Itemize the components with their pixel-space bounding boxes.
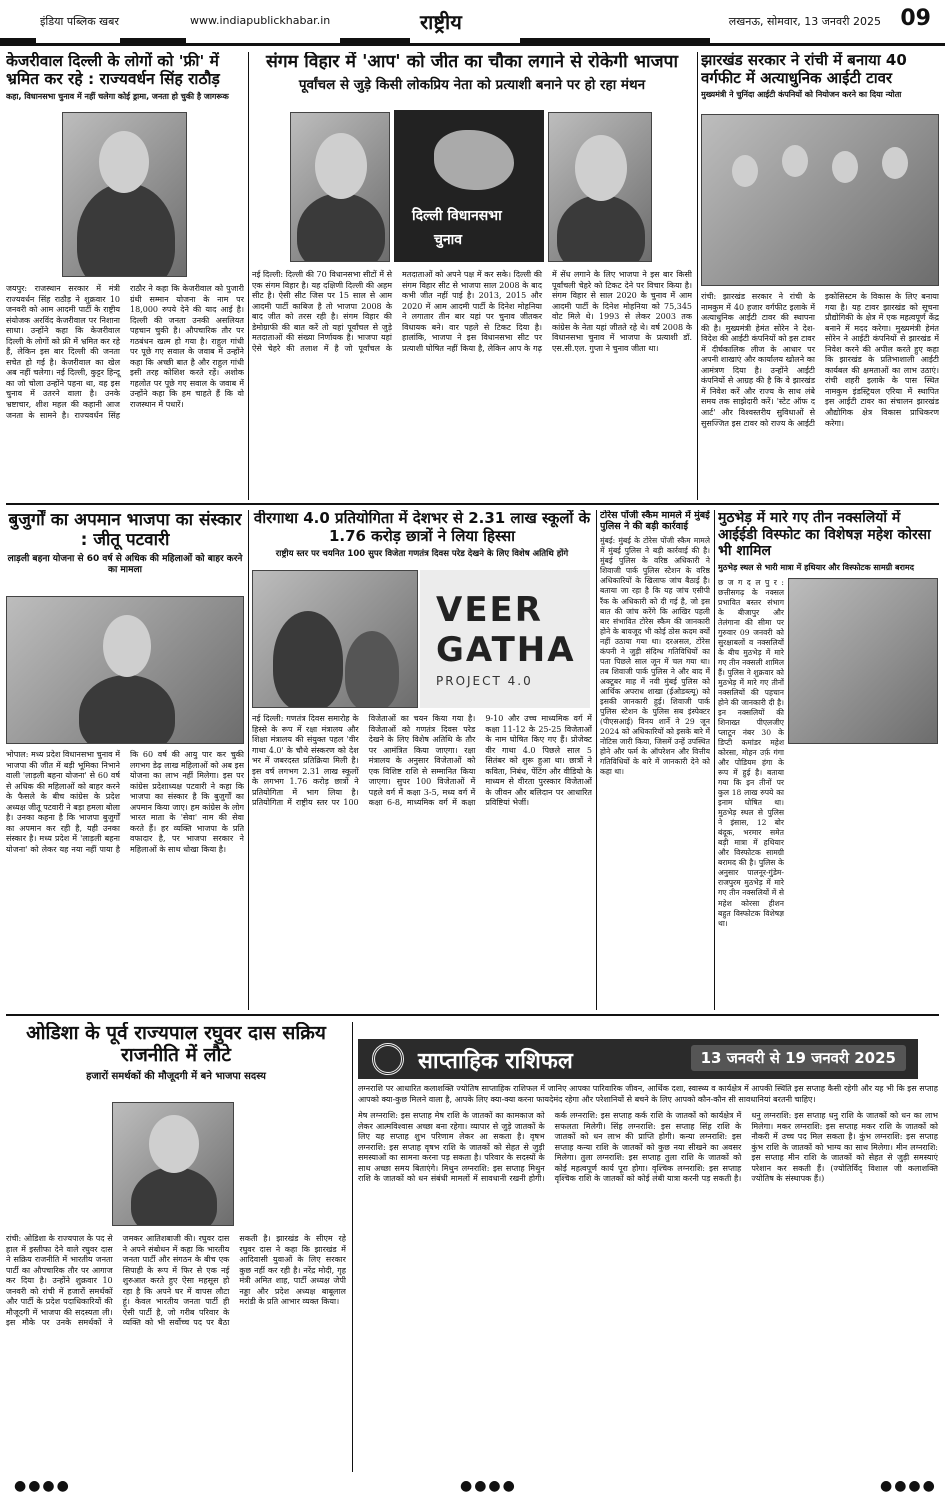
paper-url: www.indiapublickhabar.in	[190, 14, 331, 27]
story-patwari-body: भोपाल: मध्य प्रदेश विधानसभा चुनाव में भाजपा की जीत में बड़ी भूमिका निभाने वाली 'लाड़ली बहना योजना' से 60 वर्ष से अधिक की महिलाओं को बाहर करने के फैसले के बीच कांग्रेस के प्रदेश अध्यक्ष जीतू पटवारी ने बड़ा हमला बोला है। उनका कहना है कि भाजपा बुजुर्गों का अपमान कर रही है, यही उनका संस्कार है। मध्य प्रदेश में 'लाड़ली बहना योजना' को लेकर यह नया नहीं पाया है कि 60 वर्ष की आयु पार कर चुकी लगभग डेढ़ लाख महिलाओं को अब इस योजना का लाभ नहीं मिलेगा। इस पर कांग्रेस प्रदेशाध्यक्ष पटवारी ने कहा कि भाजपा का संस्कार है कि बुजुर्गों का अपमान किया जाए। हम कांग्रेस के लोग भारत माता के 'सेवा' नाम की सेवा करते हैं। हर व्यक्ति भाजपा के प्रति वफादार है, पर भाजपा सरकार ने महिलाओं के साथ धोखा किया है।	[6, 750, 244, 854]
story-patwari-subhead: लाड़ली बहना योजना से 60 वर्ष से अधिक की महिलाओं को बाहर करने का मामला	[7, 554, 243, 576]
candidate-photo-left	[290, 112, 390, 262]
story-sangam-vihar	[252, 52, 692, 500]
page-number: 09	[900, 6, 931, 31]
story-sangam-headline: संगम विहार में 'आप' को जीत का चौका लगाने से रोकेगी भाजपा	[265, 52, 679, 72]
dateline: लखनऊ, सोमवार, 13 जनवरी 2025	[728, 15, 881, 28]
rashifal-dates: 13 जनवरी से 19 जनवरी 2025	[691, 1045, 906, 1071]
patwari-photo-figure	[79, 675, 175, 744]
story-torres	[600, 510, 710, 1010]
column-rule-5	[714, 510, 715, 1010]
soldier-figure	[273, 611, 343, 708]
story-sangam-body: नई दिल्ली: दिल्ली की 70 विधानसभा सीटों में से एक संगम विहार है। यह दक्षिणी दिल्ली की अहम सीट है। ऐसी सीट जिस पर 15 साल से आम आदमी पार्टी काबिज है तो भाजपा 2008 के बाद जीत को तरस रही है। संगम विहार की डेमोग्राफी की बात करें तो यहां पूर्वांचल से जुड़े मतदाताओं की संख्या निर्णायक है। भाजपा यहां ऐसे चेहरे की तलाश में है जो पूर्वांचल के मतदाताओं को अपने पक्ष में कर सके। दिल्ली की संगम विहार सीट से भाजपा साल 2008 के बाद कभी जीत नहीं पाई है। 2013, 2015 और 2020 में आम आदमी पार्टी के दिनेश मोहनिया ने लगातार तीन बार यहां पर चुनाव जीतकर विधायक बने। वार पहले से टिकट दिया है। हालांकि, भाजपा ने इस विधानसभा सीट पर प्रत्याशी घोषित नहीं किया है, लेकिन आप के गढ़ में सेंध लगाने के लिए भाजपा ने इस बार किसी पूर्वांचली चेहरे को टिकट देने पर विचार किया है। संगम विहार से साल 2020 के चुनाव में आम आदमी पार्टी के दिनेश मोहनिया को 75,345 वोट मिले थे। 1993 से लेकर 2003 तक कांग्रेस के नेता यहां जीतते रहे थे। वर्ष 2008 के विधानसभा चुनाव में भाजपा के प्रत्याशी डॉ. एस.सी.एल. गुप्ता ने चुनाव जीता था।	[252, 270, 692, 353]
rashifal-intro: लग्नराशि पर आधारित कलाशक्ति ज्योतिष साप्ताहिक राशिफल में जानिए आपका पारिवारिक जीवन, आर्थिक दशा, स्वास्थ्य व कार्यक्षेत्र में आपकी स्थिति इस सप्ताह कैसी रहेगी और यह भी कि इस सप्ताह आपको क्या-कुछ मिलने वाला है, आपके लिए क्या-क्या करना फायदेमंद रहेगा और परेशानियों से बचने के लिए आपको कौन-कौन सी सावधानियां बरतनी चाहिए।	[358, 1084, 938, 1104]
patwari-photo-face	[103, 615, 151, 677]
it-photo-person-3	[832, 151, 858, 183]
delhi-map-icon	[434, 130, 514, 190]
masthead-bar-2	[120, 38, 186, 44]
veer-gatha-logo	[420, 570, 590, 708]
column-rule-3	[248, 510, 249, 1010]
raghubar-photo-face	[149, 1115, 199, 1173]
story-kejriwal-subhead: कहा, विधानसभा चुनाव में नहीं चलेगा कोई ड्रामा, जनता हो चुकी है जागरूक	[6, 91, 229, 101]
story-torres-headline: टोरेस पोंजी स्कैम मामले में मुंबई पुलिस ने की बड़ी कार्रवाई	[600, 510, 710, 533]
story-veer-body: नई दिल्ली: गणतंत्र दिवस समारोह के हिस्से के रूप में रक्षा मंत्रालय और शिक्षा मंत्रालय की संयुक्त पहल 'वीर गाथा 4.0' के चौथे संस्करण को देश भर में जबरदस्त प्रतिक्रिया मिली है। इस वर्ष लगभग 2.31 लाख स्कूलों के लगभग 1.76 करोड़ छात्रों ने प्रतियोगिता में भाग लिया है। प्रतियोगिता में राष्ट्रीय स्तर पर 100 विजेताओं का चयन किया गया है। विजेताओं को गणतंत्र दिवस परेड देखने के लिए विशेष अतिथि के तौर पर आमंत्रित किया जाएगा। रक्षा मंत्रालय के अनुसार विजेताओं को एक विशिष्ट राशि से सम्मानित किया जाएगा। सुपर 100 विजेताओं में पहले वर्ग में कक्षा 3-5, मध्य वर्ग में कक्षा 6-8, माध्यमिक वर्ग में कक्षा 9-10 और उच्च माध्यमिक वर्ग में कक्षा 11-12 के 25-25 विजेताओं के नाम घोषित किए गए हैं। प्रोजेक्ट वीर गाथा 4.0 पिछले साल 5 सितंबर को शुरू हुआ था। छात्रों ने कविता, निबंध, पेंटिंग और वीडियो के माध्यम से वीरता पुरस्कार विजेताओं के जीवन और बलिदान पर आधारित प्रविष्टियां भेजीं।	[252, 714, 592, 808]
veer-gatha-soldier-photo	[252, 570, 418, 708]
rathore-photo-face	[99, 131, 149, 193]
delhi-election-graphic	[394, 110, 544, 262]
weapons-seized-photo	[788, 578, 938, 744]
masthead	[0, 0, 945, 46]
story-raghubar-headline: ओडिशा के पूर्व राज्यपाल रघुवर दास सक्रिय राजनीति में लौटे	[26, 1022, 326, 1067]
mandala-icon-left	[372, 1043, 404, 1075]
candidate-right-face	[575, 135, 627, 201]
horizontal-rule-1	[6, 503, 939, 505]
it-photo-person-1	[732, 155, 758, 187]
story-raghubar-body: रांची: ओडिशा के राज्यपाल के पद से हाल में इस्तीफा देने वाले रघुवर दास ने सक्रिय राजनीति में भारतीय जनता पार्टी का औपचारिक तौर पर आगाज कर दिया है। उन्होंने शुक्रवार 10 जनवरी को रांची में हजारों समर्थकों और पार्टी के प्रदेश पदाधिकारियों की मौजूदगी में भाजपा की सदस्यता ली। इस मौके पर उनके समर्थकों ने जमकर आतिशबाजी की। रघुवर दास ने अपने संबोधन में कहा कि भारतीय जनता पार्टी और संगठन के बीच एक सिपाही के रूप में फिर से एक नई शुरुआत करते हुए ऐसा महसूस हो रहा है कि अपने घर में वापस लौटा हूं। केवल भारतीय जनता पार्टी ही ऐसी पार्टी है, जो गरीब परिवार के व्यक्ति को भी सर्वोच्च पद पर बैठा सकती है। झारखंड के सीएम रहे रघुवर दास ने कहा कि झारखंड में आदिवासी युवाओं के लिए सरकार कुछ नहीं कर रही है। नरेंद्र मोदी, गृह मंत्री अमित शाह, पार्टी अध्यक्ष जेपी नड्डा और प्रदेश अध्यक्ष बाबूलाल मरांडी के प्रति आभार व्यक्त किया।	[6, 1234, 346, 1328]
raghubar-photo	[112, 1102, 234, 1226]
delhi-graphic-line1: दिल्ली विधानसभा	[412, 208, 502, 224]
rashifal-title: साप्ताहिक राशिफल	[418, 1049, 573, 1074]
story-veer-headline: वीरगाथा 4.0 प्रतियोगिता में देशभर से 2.31 लाख स्कूलों के 1.76 करोड़ छात्रों ने लिया हिस्सा	[253, 510, 591, 545]
story-patwari	[6, 510, 244, 1010]
story-kejriwal-body: जयपुर: राजस्थान सरकार में मंत्री राज्यवर्धन सिंह राठौड़ ने शुक्रवार 10 जनवरी को आम आदमी पार्टी के राष्ट्रीय संयोजक अरविंद केजरीवाल पर निशाना साधा। उन्होंने कहा कि केजरीवाल दिल्ली के लोगों को फ्री में भ्रमित कर रहे हैं, लेकिन इस बार दिल्ली की जनता सचेत हो गई है। केजरीवाल का खेल अब नहीं चलेगा। नई दिल्ली, कुट्टर हिन्दू का जो चोला उन्होंने पहना था, वह इस चुनाव में उतरने वाला है। उनके भ्रष्टाचार, शीश महल की कहानी आज जनता के सामने है। राज्यवर्धन सिंह राठौर ने कहा कि केजरीवाल को पुजारी ग्रंथी सम्मान योजना के नाम पर 18,000 रुपये देने की याद आई है। दिल्ली की जनता उनकी असलियत पहचान चुकी है। औपचारिक तौर पर गठबंधन खत्म हो गया है। राहुल गांधी पर पूछे गए सवाल के जवाब में उन्होंने कहा कि अच्छी बात है और राहुल गांधी इसी तरह कोशिश करते रहें। अशोक गहलोत पर पूछे गए सवाल के जवाब में उन्होंने कहा कि हम चाहते हैं कि वो राजस्थान में पधारें।	[6, 284, 244, 420]
rashifal-section	[358, 1084, 938, 1472]
it-tower-event-photo	[701, 114, 939, 286]
column-rule-1	[248, 52, 249, 500]
story-sangam-subhead: पूर्वांचल से जुड़े किसी लोकप्रिय नेता को प्रत्याशी बनाने पर हो रहा मंथन	[298, 76, 646, 93]
rathore-photo	[62, 112, 187, 277]
column-rule-4	[596, 510, 597, 1010]
story-naxal-subhead: मुठभेड़ स्थल से भारी मात्रा में हथियार और विस्फोटक सामग्री बरामद	[718, 562, 914, 572]
rashifal-banner	[358, 1039, 918, 1079]
story-naxal-headline: मुठभेड़ में मारे गए तीन नक्सलियों में आईईडी विस्फोट का विशेषज्ञ महेश कोरसा भी शामिल	[718, 510, 931, 560]
story-raghubar	[6, 1022, 346, 1472]
footer-dots-center: ●●●●	[460, 1478, 517, 1494]
footer-dots-left: ●●●●	[14, 1478, 71, 1494]
story-torres-body: मुंबई: मुंबई के टोरेस पोंजी स्कैम मामले में मुंबई पुलिस ने बड़ी कार्रवाई की है। मुंबई पुलिस के वरिष्ठ अधिकारी ने शिवाजी पार्क पुलिस स्टेशन के वरिष्ठ अधिकारियों के खिलाफ जांच बैठाई है। बताया जा रहा है कि यह जांच एसीपी रैंक के अधिकारी को दी गई है, जो इस बात की जांच करेंगे कि आखिर पहली बार संभावित टोरेस स्कैम की जानकारी होने के बावजूद भी कोई ठोस कदम क्यों नहीं उठाया गया था। दरअसल, टोरेस कंपनी ने जुड़ी संदिग्ध गतिविधियों का पता पिछले साल जून में चल गया था। तब शिवाजी पार्क पुलिस ने और बाद में अक्टूबर माह में नवी मुंबई पुलिस को आर्थिक अपराध शाखा (ईओडब्ल्यू) को इसकी जानकारी हुई। शिवाजी पार्क पुलिस स्टेशन के पुलिस सब इंस्पेक्टर (पीएसआई) विनय शार्ने ने 29 जून 2024 को अधिकारियों को इसके बारे में नोटिस जारी किया, जिसमें उन्हें उपस्थित होने और फर्म के ऑपरेशन और वित्तीय गतिविधियों के बारे में जानकारी देने को कहा था।	[600, 536, 710, 776]
story-it-subhead: मुख्यमंत्री ने चुनिंदा आईटी कंपनियों को नियोजन करने का दिया न्योता	[701, 90, 902, 100]
veer-logo-word2: GATHA	[436, 630, 576, 670]
story-naxal-body: छ ज ग द ल पु र : छत्तीसगढ़ के नक्सल प्रभावित बस्तर संभाग के बीजापुर और तेलंगाना की सीमा पर गुरुवार 09 जनवरी को सुरक्षाबलों व नक्सलियों के बीच मुठभेड़ में मारे गए तीन नक्सली शामिल हैं। पुलिस ने शुक्रवार को मुठभेड़ में मारे गए तीनों नक्सलियों की पहचान होने की जानकारी दी है। इन नक्सलियों की शिनाख्त पीएलजीए प्लाटून नंबर 30 के डिप्टी कमांडर महेश कोरसा, मोहन उर्फ़ गंगा और पोडियम हंगा के रूप में हुई है। बताया गया कि इन तीनों पर कुल 18 लाख रुपये का इनाम घोषित था। मुठभेड़ स्थल से पुलिस ने इंसास, 12 बोर बंदूक, भरमार समेत बड़ी मात्रा में हथियार और विस्फोटक सामग्री बरामद की है। पुलिस के अनुसार पालनूर-गुंडेम-राजपुरम मुठभेड़ में मारे गए तीन नक्सलियों में से महेश कोरसा हीशन बहुत विस्फोटक विशेषज्ञ था।	[718, 578, 784, 928]
raghubar-photo-figure	[131, 1167, 217, 1226]
candidate-right-figure	[557, 195, 645, 262]
footer-dots-right: ●●●●	[880, 1478, 937, 1494]
candidate-left-face	[315, 133, 367, 199]
masthead-left-bar	[0, 38, 36, 44]
column-rule-2	[697, 52, 698, 500]
veer-logo-project: PROJECT 4.0	[436, 674, 533, 688]
story-it-tower	[701, 52, 939, 500]
candidate-photo-right	[548, 112, 652, 262]
horizontal-rule-2	[6, 1014, 939, 1016]
patwari-photo	[6, 596, 244, 744]
candidate-left-figure	[297, 193, 385, 262]
child-figure	[345, 631, 399, 708]
veer-logo-word1: VEER	[436, 590, 543, 630]
story-it-body: रांची: झारखंड सरकार ने रांची के नामकुम में 40 हजार वर्गफीट इलाके में अत्याधुनिक आईटी टावर की स्थापना की है। मुख्यमंत्री हेमंत सोरेन ने देश-विदेश की आईटी कंपनियों को इस टावर में दीर्घकालिक लीज के आधार पर अपनी शाखाएं और कार्यालय खोलने का आमंत्रण दिया है। उन्होंने आईटी कंपनियों से आग्रह की है कि वे झारखंड में निवेश करें और राज्य के साथ लंबे समय तक साझेदारी करें। 'स्टेट ऑफ द आर्ट' और विश्वस्तरीय सुविधाओं से सुसज्जित इस टावर को राज्य के आईटी इकोसिस्टम के विकास के लिए बनाया गया है। यह टावर झारखंड को सूचना प्रौद्योगिकी के क्षेत्र में एक महत्वपूर्ण केंद्र बनाने में मदद करेगा। मुख्यमंत्री हेमंत सोरेन ने आईटी कंपनियों से झारखंड में निवेश करने की अपील करते हुए कहा कि झारखंड के प्रतिभाशाली आईटी कार्यबल की क्षमताओं का लाभ उठाएं। रांची शहरी इलाके के पास स्थित नामकुम इंडस्ट्रियल एरिया में स्थापित इस आईटी टावर का संचालन झारखंड औद्योगिक क्षेत्र विकास प्राधिकरण करेगा।	[701, 292, 939, 428]
story-veer-subhead: राष्ट्रीय स्तर पर चयनित 100 सुपर विजेता गणतंत्र दिवस परेड देखने के लिए विशेष अतिथि होंगे	[275, 549, 569, 560]
it-photo-person-4	[882, 147, 908, 179]
story-kejriwal-headline: केजरीवाल दिल्ली के लोगों को 'फ्री' में भ्रमित कर रहे : राज्यवर्धन सिंह राठौड़	[6, 52, 220, 89]
story-kejriwal	[6, 52, 244, 500]
delhi-graphic-line2: चुनाव	[434, 232, 463, 248]
story-it-headline: झारखंड सरकार ने रांची में बनाया 40 वर्गफीट में अत्याधुनिक आईटी टावर	[701, 52, 907, 87]
masthead-bar-3	[340, 38, 410, 44]
paper-name: इंडिया पब्लिक खबर	[40, 15, 119, 28]
column-rule-6	[352, 1022, 353, 1472]
rashifal-body: मेष लग्नराशि: इस सप्ताह मेष राशि के जातकों का कामकाज को लेकर आत्मविश्वास अच्छा बना रहेगा। व्यापार से जुड़े जातकों के लिए यह सप्ताह शुभ परिणाम लेकर आ सकता है। वृषभ लग्नराशि: इस सप्ताह वृषभ राशि के जातकों को सेहत से जुड़ी समस्याओं का सामना करना पड़ सकता है। परिवार के सदस्यों के साथ अच्छा समय बिताएंगे। मिथुन लग्नराशि: इस सप्ताह मिथुन राशि के जातकों को धन संबंधी मामलों में सावधानी रखनी होगी। कर्क लग्नराशि: इस सप्ताह कर्क राशि के जातकों को कार्यक्षेत्र में सफलता मिलेगी। सिंह लग्नराशि: इस सप्ताह सिंह राशि के जातकों को धन लाभ की प्राप्ति होगी। कन्या लग्नराशि: इस सप्ताह कन्या राशि के जातकों को कुछ नया सीखने का अवसर मिलेगा। तुला लग्नराशि: इस सप्ताह तुला राशि के जातकों को कोई महत्वपूर्ण कार्य पूरा होगा। वृश्चिक लग्नराशि: इस सप्ताह वृश्चिक राशि के जातकों को कोई लंबी यात्रा करनी पड़ सकती है। धनु लग्नराशि: इस सप्ताह धनु राशि के जातकों को धन का लाभ मिलेगा। मकर लग्नराशि: इस सप्ताह मकर राशि के जातकों को नौकरी में उच्च पद मिल सकता है। कुंभ लग्नराशि: इस सप्ताह कुंभ राशि के जातकों को भाग्य का साथ मिलेगा। मीन लग्नराशि: इस सप्ताह मीन राशि के जातकों को सेहत से जुड़ी समस्याएं परेशान कर सकती हैं। (ज्योतिर्विद् विशाल जी कलाशक्ति ज्योतिष के संस्थापक हैं।)	[358, 1111, 938, 1184]
rathore-photo-figure	[77, 183, 175, 277]
section-title: राष्ट्रीय	[420, 10, 462, 34]
it-photo-person-2	[782, 145, 808, 177]
story-patwari-headline: बुजुर्गों का अपमान भाजपा का संस्कार : जीतू पटवारी	[8, 510, 242, 551]
story-naxal	[718, 510, 939, 1010]
masthead-bar-4	[520, 38, 710, 44]
story-raghubar-subhead: हजारों समर्थकों की मौजूदगी में बने भाजपा सदस्य	[86, 1070, 266, 1082]
